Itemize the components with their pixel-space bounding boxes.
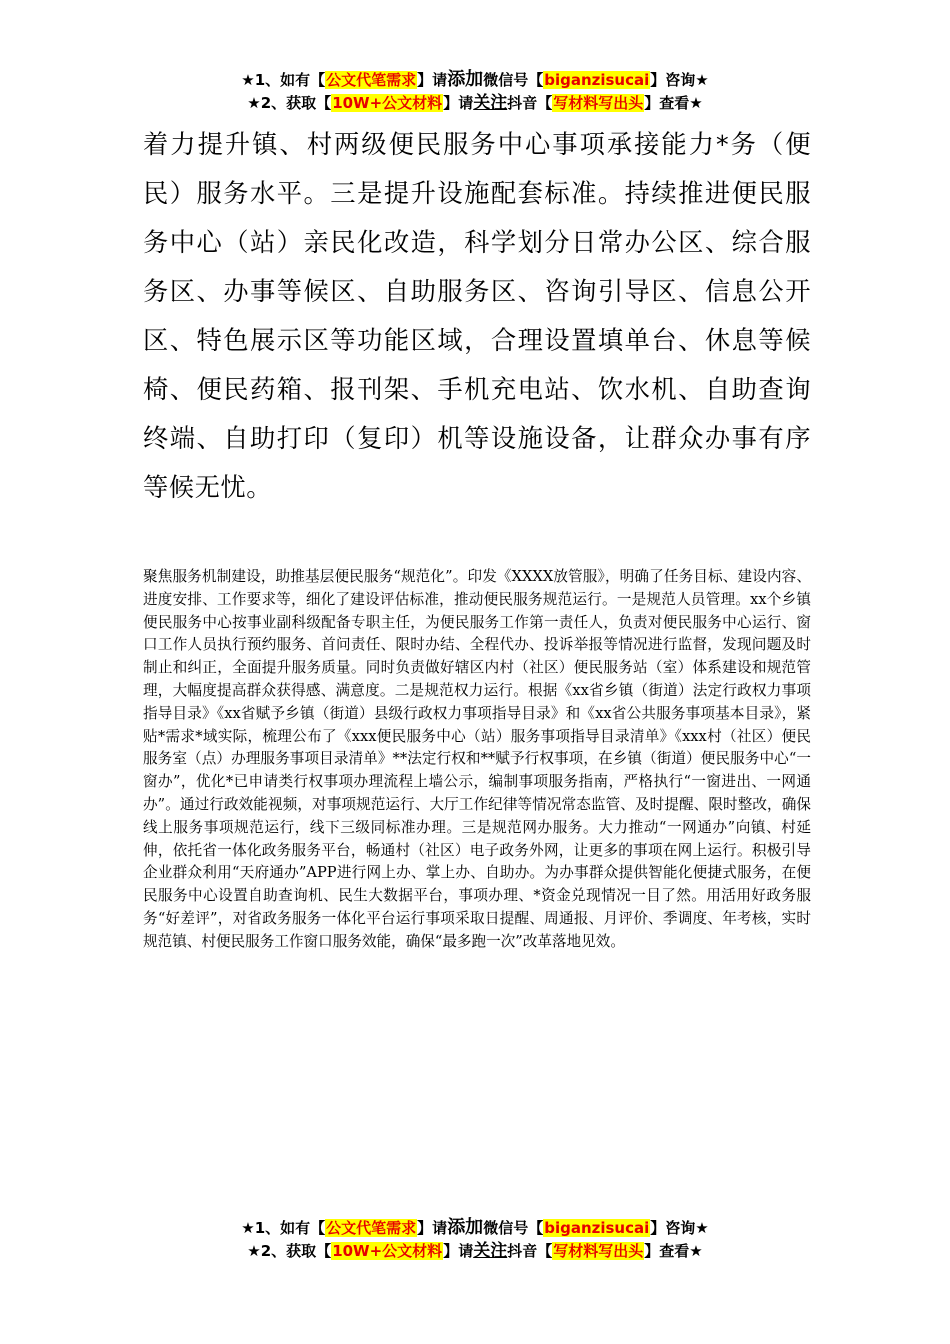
- banner-text: 】请: [417, 1219, 448, 1237]
- footer-banner: [0, 1216, 950, 1263]
- lead-paragraph: 着力提升镇、村两级便民服务中心事项承接能力*务（便民）服务水平。三是提升设施配套标准。持续推进便民服务中心（站）亲民化改造，科学划分日常办公区、综合服务区、办事等候区、自助服务区、咨询引导区、信息公开区、特色展示区等功能区域，合理设置填单台、休息等候椅、便民药箱、报刊架、手机充电站、饮水机、自助查询终端、自助打印（复印）机等设施设备，让群众办事有序等候无忧。: [143, 130, 811, 502]
- banner-text: 】咨询★: [650, 1219, 709, 1237]
- banner-text: 】请: [443, 94, 474, 112]
- banner-highlight: 公文代笔需求: [326, 71, 417, 89]
- banner-emphasis: 关注: [473, 93, 508, 113]
- banner-text: 】咨询★: [650, 71, 709, 89]
- banner-highlight: 公文代笔需求: [326, 1219, 417, 1237]
- banner-text: 微信号【: [483, 71, 544, 89]
- header-banner: [0, 68, 950, 115]
- banner-line-2: [0, 92, 950, 115]
- banner-text: 】请: [417, 71, 448, 89]
- banner-text: 微信号【: [483, 1219, 544, 1237]
- banner-text: 】查看★: [644, 1242, 703, 1260]
- banner-text: ★2、获取【: [247, 94, 332, 112]
- banner-text: ★2、获取【: [247, 1242, 332, 1260]
- banner-highlight: 10W+公文材料: [332, 1242, 443, 1260]
- banner-emphasis: 添加: [447, 1217, 484, 1238]
- banner-text: 抖音【: [507, 1242, 553, 1260]
- body-paragraph: 聚焦服务机制建设，助推基层便民服务“规范化”。印发《XXXX放管服》，明确了任务目标、建设内容、进度安排、工作要求等，细化了建设评估标准，推动便民服务规范运行。一是规范人员管理。xx个乡镇便民服务中心按事业副科级配备专职主任，为便民服务工作第一责任人，负责对便民服务中心运行、窗口工作人员执行预约服务、首问责任、限时办结、全程代办、投诉举报等情况进行监督，发现问题及时制止和纠正，全面提升服务质量。同时负责做好辖区内村（社区）便民服务站（室）体系建设和规范管理，大幅度提高群众获得感、满意度。二是规范权力运行。根据《xx省乡镇（街道）法定行政权力事项指导目录》《xx省赋予乡镇（街道）县级行政权力事项指导目录》和《xx省公共服务事项基本目录》，紧贴*需求*域实际，梳理公布了《xxx便民服务中心（站）服务事项指导目录清单》《xxx村（社区）便民服务室（点）办理服务事项目录清单》**法定行权和**赋予行权事项，在乡镇（街道）便民服务中心“一窗办”，优化*已申请类行权事项办理流程上墙公示，编制事项服务指南，严格执行“一窗进出、一网通办”。通过行政效能视频，对事项规范运行、大厅工作纪律等情况常态监管、及时提醒、限时整改，确保线上服务事项规范运行，线下三级同标准办理。三是规范网办服务。大力推动“一网通办”向镇、村延伸，依托省一体化政务服务平台，畅通村（社区）电子政务外网，让更多的事项在网上运行。积极引导企业群众利用“天府通办”APP进行网上办、掌上办、自助办。为办事群众提供智能化便捷式服务，在便民服务中心设置自助查询机、民生大数据平台，事项办理、*资金兑现情况一目了然。用活用好政务服务“好差评”，对省政务服务一体化平台运行事项采取日提醒、周通报、月评价、季调度、年考核，实时规范镇、村便民服务工作窗口服务效能，确保“最多跑一次”改革落地见效。: [143, 568, 811, 950]
- banner-emphasis: 关注: [473, 1241, 508, 1261]
- banner-text: 抖音【: [507, 94, 553, 112]
- banner-text: 】查看★: [644, 94, 703, 112]
- banner-highlight-wechat-id: biganzisucai: [544, 1219, 650, 1237]
- banner-line-1: [0, 68, 950, 92]
- banner-highlight-douyin: 写材料写出头: [553, 94, 644, 112]
- banner-text: ★1、如有【: [241, 71, 326, 89]
- banner-highlight: 10W+公文材料: [332, 94, 443, 112]
- banner-text: 】请: [443, 1242, 474, 1260]
- banner-text: ★1、如有【: [241, 1219, 326, 1237]
- banner-line-2: [0, 1240, 950, 1263]
- banner-emphasis: 添加: [447, 69, 484, 90]
- banner-highlight-wechat-id: biganzisucai: [544, 71, 650, 89]
- banner-highlight-douyin: 写材料写出头: [553, 1242, 644, 1260]
- banner-line-1: [0, 1216, 950, 1240]
